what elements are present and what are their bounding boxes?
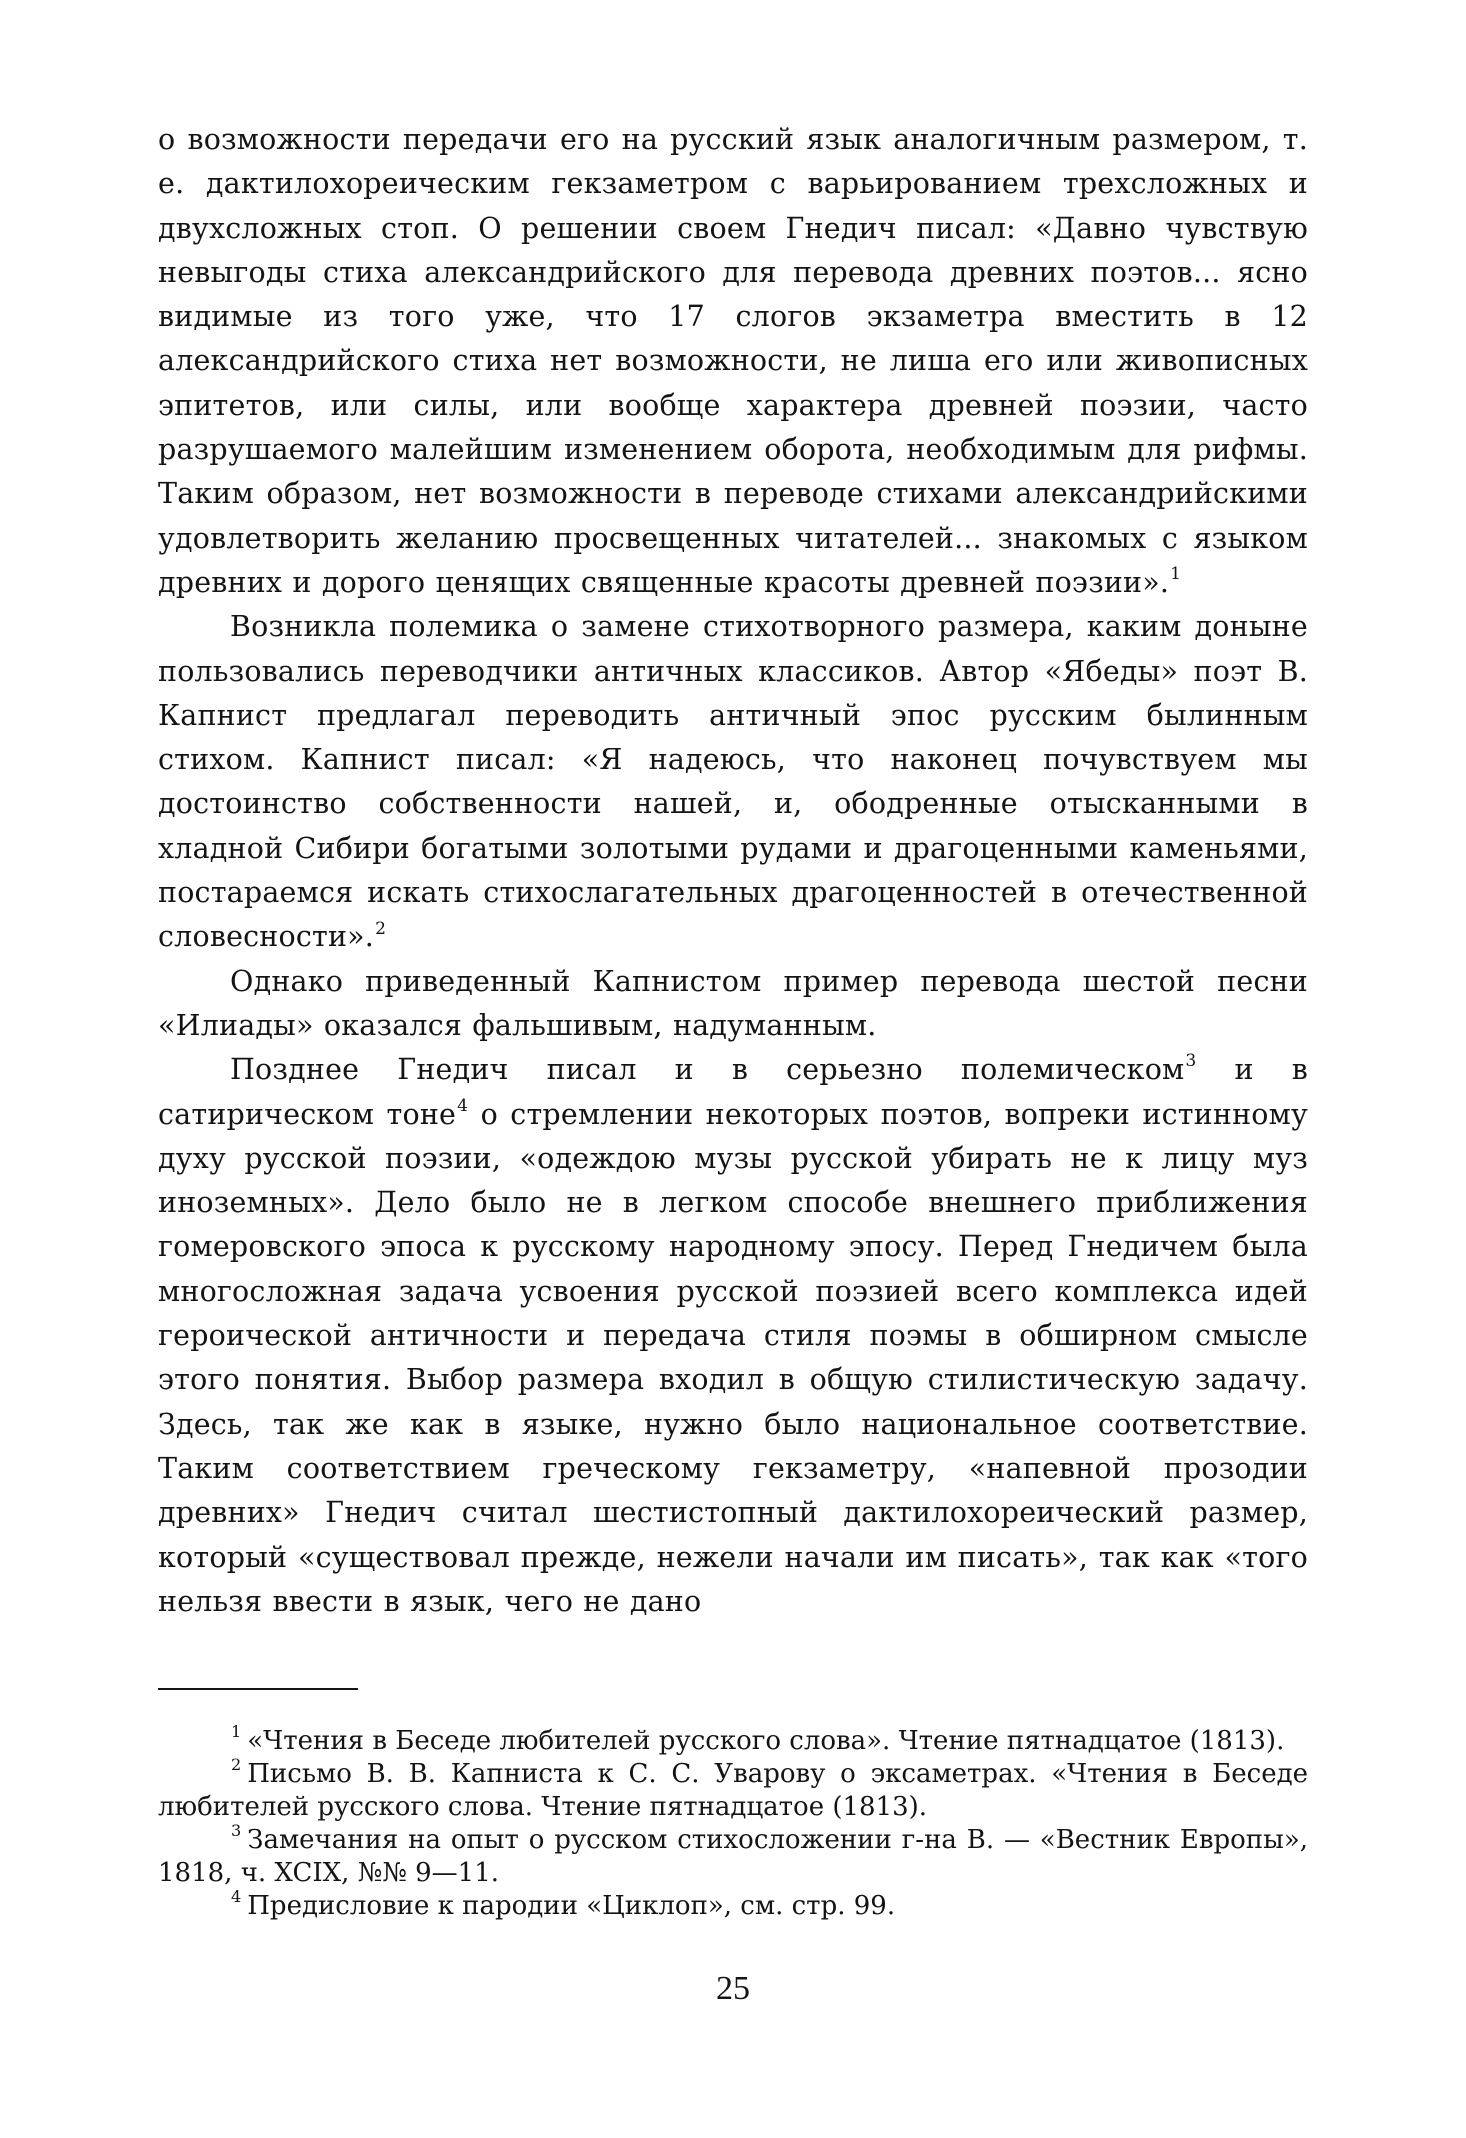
page-body — [158, 118, 1308, 1624]
footnote-4-number: 4 — [231, 1886, 242, 1906]
paragraph-1 — [158, 118, 1308, 605]
footnotes — [158, 1721, 1308, 1923]
paragraph-2 — [158, 605, 1308, 959]
paragraph-1-text: о возможности передачи его на русский язык аналогичным размером, т. е. дактилохореическим гекзаметром с варьированием трехсложных и двухсложных стоп. О решении своем Гнедич писал: «Давно чувствую невыгоды стиха александрийского для перевода древних поэтов... ясно видимые из того уже, что 17 слогов экзаметра вместить в 12 александрийского стиха нет возможности, не лиша его или живописных эпитетов, или силы, или вообще характера древней поэзии, часто разрушаемого малейшим изменением оборота, необходимым для рифмы. Таким образом, нет возможности в переводе стихами александрийскими удовлетворить желанию просвещенных читателей... знакомых с языком древних и дорого ценящих священные красоты древней поэзии». — [158, 123, 1308, 599]
footnote-ref-2: 2 — [375, 918, 387, 939]
paragraph-4 — [158, 1048, 1308, 1624]
footnote-1 — [158, 1721, 1308, 1758]
paragraph-2-text: Возникла полемика о замене стихотворного размера, каким доныне пользовались переводчики античных классиков. Автор «Ябеды» поэт В. Капнист предлагал переводить античный эпос русским былинным стихом. Капнист писал: «Я надеюсь, что наконец почувствуем мы достоинство собственности нашей, и, ободренные отысканными в хладной Сибири богатыми золотыми рудами и драгоценными каменьями, постараемся искать стихослагательных драгоценностей в отечественной словесности». — [158, 610, 1308, 954]
footnote-ref-1: 1 — [1170, 564, 1182, 585]
paragraph-4-text-c: о стремлении некоторых поэтов, вопреки истинному духу русской поэзии, «одеждою музы русской убирать не к лицу муз иноземных». Дело было не в легком способе внешнего приближения гомеровского эпоса к русскому народному эпосу. Перед Гнедичем была многосложная задача усвоения русской поэзией всего комплекса идей героической античности и передача стиля поэмы в обширном смысле этого понятия. Выбор размера входил в общую стилистическую задачу. Здесь, так же как в языке, нужно было национальное соответствие. Таким соответствием греческому гекзаметру, «напевной прозодии древних» Гнедич считал шестистопный дактилохореический размер, который «существовал прежде, нежели начали им писать», так как «того нельзя ввести в язык, чего не дано — [158, 1097, 1308, 1618]
footnote-separator — [158, 1688, 358, 1690]
footnote-1-text: «Чтения в Беседе любителей русского слова». Чтение пятнадцатое (1813). — [247, 1726, 1285, 1756]
footnote-2-text: Письмо В. В. Капниста к С. С. Уварову о эксаметрах. «Чтения в Беседе любителей русского слова. Чтение пятнадцатое (1813). — [158, 1759, 1308, 1822]
footnote-ref-3: 3 — [1185, 1051, 1197, 1072]
footnote-3-text: Замечания на опыт о русском стихосложении г-на В. — «Вестник Европы», 1818, ч. XCIX, №№ 9—11. — [158, 1825, 1308, 1888]
page-number: 25 — [716, 1970, 750, 2007]
footnote-2 — [158, 1754, 1308, 1824]
paragraph-4-text-a: Позднее Гнедич писал и в серьезно полемическом — [230, 1053, 1185, 1087]
paragraph-3 — [158, 960, 1308, 1049]
footnote-2-number: 2 — [231, 1754, 242, 1774]
footnote-3 — [158, 1820, 1308, 1890]
footnote-1-number: 1 — [231, 1721, 242, 1741]
footnote-4 — [158, 1886, 1308, 1923]
paragraph-4-text-b: и в сатирическом тоне — [158, 1053, 1308, 1131]
footnote-4-text: Предисловие к пародии «Циклоп», см. стр. 99. — [247, 1891, 896, 1921]
main-text — [158, 118, 1308, 1624]
footnote-3-number: 3 — [231, 1820, 242, 1840]
paragraph-3-text: Однако приведенный Капнистом пример перевода шестой песни «Илиады» оказался фальшивым, надуманным. — [158, 964, 1308, 1042]
footnote-ref-4: 4 — [457, 1095, 469, 1116]
